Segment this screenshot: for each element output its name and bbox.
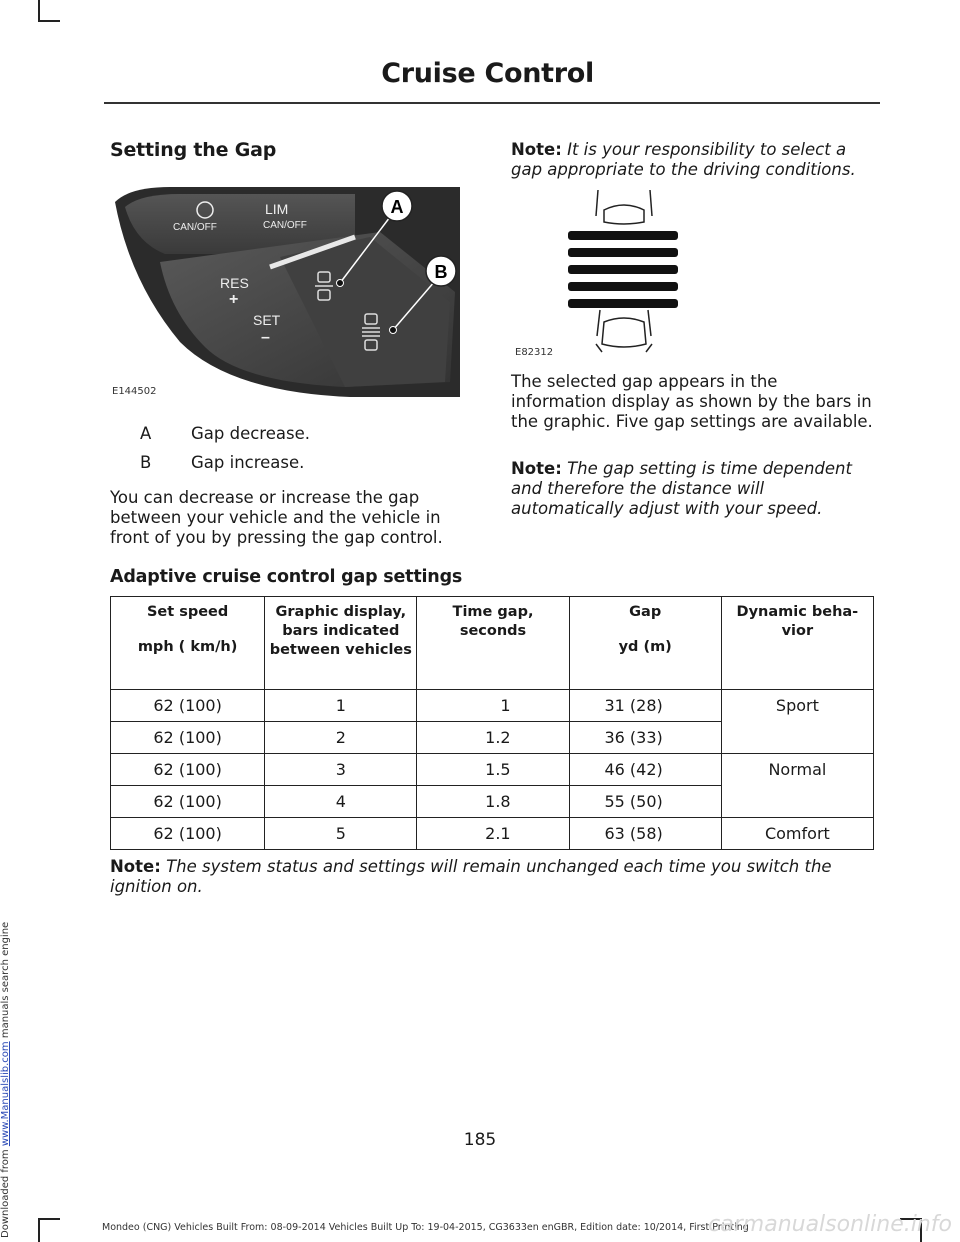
download-prefix: Downloaded from bbox=[0, 1149, 11, 1238]
left-paragraph: You can decrease or increase the gap between your vehicle and the vehicle in front of you by pressing the gap control. bbox=[110, 488, 443, 547]
cell-bars: 4 bbox=[265, 786, 417, 818]
gap-display-graphic bbox=[560, 186, 690, 358]
table-row bbox=[111, 754, 874, 786]
image-code: E144502 bbox=[112, 386, 157, 397]
watermark: carmanualsonline.info bbox=[708, 1212, 952, 1237]
cell-dynamic: Sport bbox=[721, 690, 873, 754]
cell-speed: 62 (100) bbox=[111, 754, 265, 786]
cell-bars: 3 bbox=[265, 754, 417, 786]
front-vehicle-icon bbox=[596, 190, 652, 224]
cell-gap: 55 (50) bbox=[569, 786, 721, 818]
plus-label: + bbox=[229, 291, 239, 308]
cell-dynamic: Normal bbox=[721, 754, 873, 818]
table-row bbox=[111, 818, 874, 850]
canoff-label: CAN/OFF bbox=[173, 222, 217, 233]
table-row bbox=[111, 690, 874, 722]
lim-label: LIM bbox=[265, 201, 289, 217]
cell-bars: 1 bbox=[265, 690, 417, 722]
callout-a: A bbox=[390, 197, 404, 217]
note-text: The system status and settings will remain unchanged each time you switch the ignition on. bbox=[110, 857, 832, 896]
note-text: It is your responsibility to select a gap appropriate to the driving conditions. bbox=[511, 140, 856, 179]
cell-speed: 62 (100) bbox=[111, 786, 265, 818]
header-rule bbox=[104, 102, 880, 104]
column-header: Time gap, seconds bbox=[417, 597, 569, 690]
page-number: 185 bbox=[463, 1130, 497, 1150]
note-gap-time bbox=[511, 459, 876, 519]
cell-bars: 2 bbox=[265, 722, 417, 754]
legend-key: B bbox=[140, 453, 152, 472]
page-title: Cruise Control bbox=[381, 58, 594, 89]
callout-b: B bbox=[434, 262, 448, 282]
legend-key: A bbox=[140, 424, 152, 443]
legend-text: Gap increase. bbox=[191, 453, 305, 472]
column-header: Dynamic beha-vior bbox=[721, 597, 873, 690]
image-code: E82312 bbox=[515, 347, 554, 358]
cell-dynamic: Comfort bbox=[721, 818, 873, 850]
cell-time: 2.1 bbox=[417, 818, 569, 850]
crop-mark bbox=[38, 1218, 40, 1242]
cell-speed: 62 (100) bbox=[111, 818, 265, 850]
set-label: SET bbox=[253, 312, 281, 328]
own-vehicle-icon bbox=[596, 310, 652, 352]
column-header: Set speed mph ( km/h) bbox=[111, 597, 265, 690]
footer-text: Mondeo (CNG) Vehicles Built From: 08-09-2014 Vehicles Built Up To: 19-04-2015, CG3633en enGBR, Edition date: 10/2014, First Printing bbox=[102, 1222, 749, 1233]
legend-text: Gap decrease. bbox=[191, 424, 310, 443]
steering-switch-illustration bbox=[110, 182, 460, 397]
crop-mark bbox=[38, 0, 40, 22]
note-text: The gap setting is time dependent and therefore the distance will automatically adjust with your speed. bbox=[511, 459, 852, 518]
crop-mark bbox=[38, 1218, 60, 1220]
legend-item bbox=[140, 453, 304, 472]
note-system-status bbox=[110, 857, 880, 897]
cell-time: 1.2 bbox=[417, 722, 569, 754]
res-label: RES bbox=[220, 275, 249, 291]
canoff-label: CAN/OFF bbox=[263, 220, 307, 231]
column-header: Graphic display, bars indicated between vehicles bbox=[265, 597, 417, 690]
note-label: Note: bbox=[511, 140, 562, 159]
note-responsibility bbox=[511, 140, 876, 180]
cell-speed: 62 (100) bbox=[111, 690, 265, 722]
column-header: Gap yd (m) bbox=[569, 597, 721, 690]
cell-gap: 46 (42) bbox=[569, 754, 721, 786]
cell-bars: 5 bbox=[265, 818, 417, 850]
cell-time: 1.5 bbox=[417, 754, 569, 786]
crop-mark bbox=[38, 20, 60, 22]
table-heading: Adaptive cruise control gap settings bbox=[110, 567, 463, 587]
cell-gap: 31 (28) bbox=[569, 690, 721, 722]
cell-speed: 62 (100) bbox=[111, 722, 265, 754]
section-heading: Setting the Gap bbox=[110, 139, 277, 161]
cell-gap: 63 (58) bbox=[569, 818, 721, 850]
gap-settings-table bbox=[110, 596, 874, 850]
download-suffix: manuals search engine bbox=[0, 921, 11, 1039]
cell-time: 1.8 bbox=[417, 786, 569, 818]
manualslib-link[interactable]: www.Manualslib.com bbox=[0, 1041, 11, 1147]
legend-item bbox=[140, 424, 310, 443]
download-banner bbox=[0, 922, 11, 1238]
cell-gap: 36 (33) bbox=[569, 722, 721, 754]
right-paragraph: The selected gap appears in the information display as shown by the bars in the graphic. Five gap settings are available. bbox=[511, 372, 873, 431]
table-header-row bbox=[111, 597, 874, 690]
minus-label: – bbox=[261, 329, 270, 346]
note-label: Note: bbox=[110, 857, 161, 876]
cell-time: 1 bbox=[417, 690, 569, 722]
note-label: Note: bbox=[511, 459, 562, 478]
